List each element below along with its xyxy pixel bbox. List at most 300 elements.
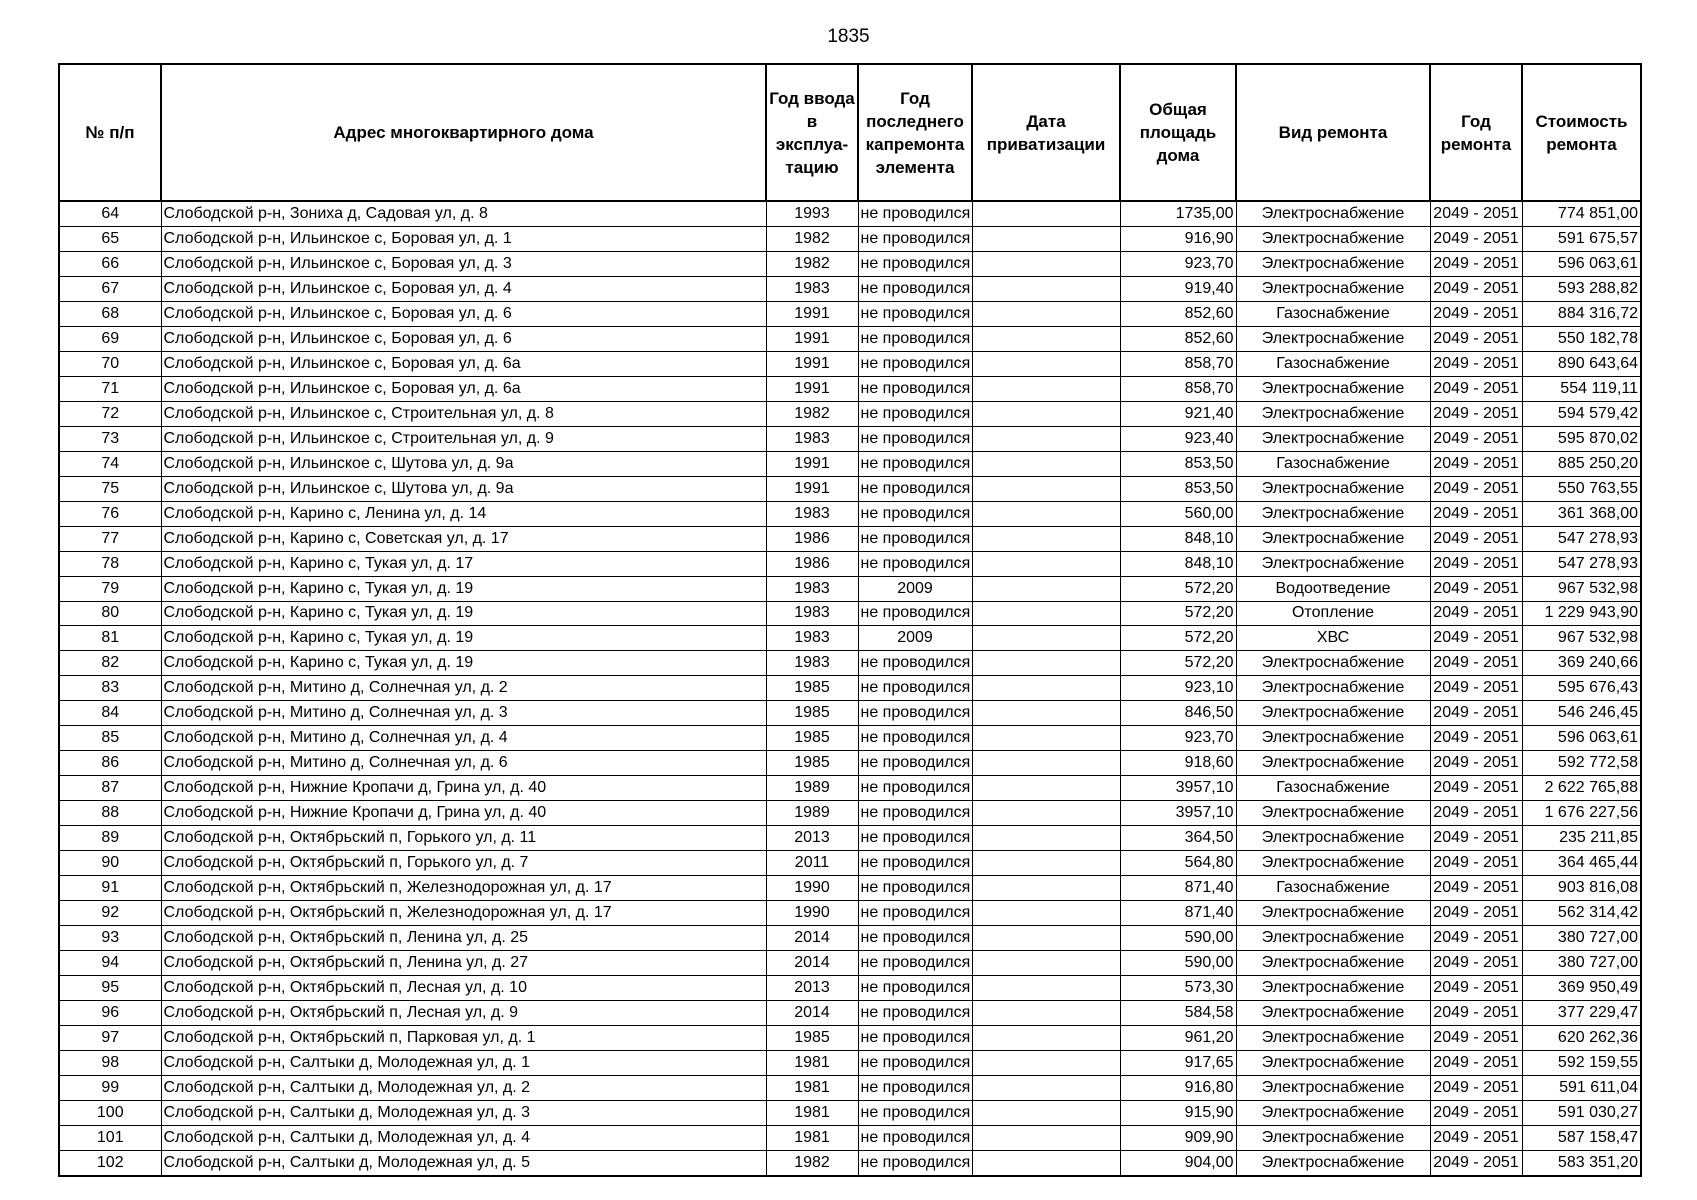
cell-last-capital-repair: не проводился (858, 901, 972, 926)
cell-num: 97 (59, 1025, 161, 1050)
cell-repair-cost: 774 851,00 (1522, 201, 1641, 226)
cell-num: 94 (59, 951, 161, 976)
cell-num: 77 (59, 526, 161, 551)
cell-repair-type: Электроснабжение (1236, 401, 1430, 426)
cell-last-capital-repair: не проводился (858, 351, 972, 376)
cell-year-built: 1983 (766, 626, 858, 651)
cell-num: 93 (59, 926, 161, 951)
table-row (59, 701, 1641, 726)
cell-year-built: 1982 (766, 401, 858, 426)
cell-repair-cost: 596 063,61 (1522, 251, 1641, 276)
table-row (59, 601, 1641, 626)
cell-repair-year: 2049 - 2051 (1430, 401, 1522, 426)
cell-repair-year: 2049 - 2051 (1430, 301, 1522, 326)
cell-address: Слободской р-н, Митино д, Солнечная ул, д. 6 (161, 751, 766, 776)
cell-total-area: 961,20 (1120, 1025, 1236, 1050)
cell-repair-cost: 380 727,00 (1522, 951, 1641, 976)
cell-repair-type: Электроснабжение (1236, 801, 1430, 826)
cell-address: Слободской р-н, Салтыки д, Молодежная ул, д. 5 (161, 1150, 766, 1175)
header-last-capital-repair: Год последнего капремонта элемента (858, 64, 972, 201)
cell-privatization-date (972, 501, 1120, 526)
cell-year-built: 1982 (766, 1150, 858, 1175)
header-privatization-date: Дата приватизации (972, 64, 1120, 201)
cell-num: 82 (59, 651, 161, 676)
cell-last-capital-repair: не проводился (858, 201, 972, 226)
cell-repair-cost: 587 158,47 (1522, 1125, 1641, 1150)
cell-repair-type: Электроснабжение (1236, 701, 1430, 726)
cell-repair-year: 2049 - 2051 (1430, 226, 1522, 251)
cell-address: Слободской р-н, Зониха д, Садовая ул, д. 8 (161, 201, 766, 226)
cell-total-area: 909,90 (1120, 1125, 1236, 1150)
cell-total-area: 590,00 (1120, 951, 1236, 976)
cell-year-built: 1991 (766, 301, 858, 326)
cell-repair-year: 2049 - 2051 (1430, 551, 1522, 576)
table-row (59, 901, 1641, 926)
table-row (59, 501, 1641, 526)
cell-repair-cost: 1 229 943,90 (1522, 601, 1641, 626)
cell-repair-type: Электроснабжение (1236, 751, 1430, 776)
cell-total-area: 923,70 (1120, 251, 1236, 276)
cell-privatization-date (972, 626, 1120, 651)
cell-last-capital-repair: не проводился (858, 1075, 972, 1100)
cell-address: Слободской р-н, Октябрьский п, Железнодорожная ул, д. 17 (161, 876, 766, 901)
cell-total-area: 904,00 (1120, 1150, 1236, 1175)
table-row (59, 276, 1641, 301)
table-row (59, 1125, 1641, 1150)
cell-address: Слободской р-н, Октябрьский п, Ленина ул, д. 25 (161, 926, 766, 951)
cell-year-built: 1993 (766, 201, 858, 226)
cell-address: Слободской р-н, Ильинское с, Боровая ул, д. 6 (161, 326, 766, 351)
cell-privatization-date (972, 1050, 1120, 1075)
table-row (59, 926, 1641, 951)
cell-num: 102 (59, 1150, 161, 1175)
cell-address: Слободской р-н, Ильинское с, Строительная ул, д. 8 (161, 401, 766, 426)
cell-repair-year: 2049 - 2051 (1430, 801, 1522, 826)
cell-repair-type: Электроснабжение (1236, 726, 1430, 751)
cell-year-built: 1983 (766, 276, 858, 301)
cell-repair-type: Электроснабжение (1236, 901, 1430, 926)
cell-repair-cost: 369 950,49 (1522, 976, 1641, 1001)
cell-year-built: 1985 (766, 751, 858, 776)
cell-repair-year: 2049 - 2051 (1430, 576, 1522, 601)
cell-repair-cost: 554 119,11 (1522, 376, 1641, 401)
table-row (59, 326, 1641, 351)
cell-repair-year: 2049 - 2051 (1430, 901, 1522, 926)
cell-repair-cost: 903 816,08 (1522, 876, 1641, 901)
cell-repair-cost: 369 240,66 (1522, 651, 1641, 676)
cell-repair-year: 2049 - 2051 (1430, 651, 1522, 676)
cell-privatization-date (972, 1150, 1120, 1175)
cell-num: 84 (59, 701, 161, 726)
cell-total-area: 853,50 (1120, 451, 1236, 476)
table-row (59, 726, 1641, 751)
table-row (59, 476, 1641, 501)
cell-total-area: 584,58 (1120, 1001, 1236, 1026)
cell-repair-year: 2049 - 2051 (1430, 451, 1522, 476)
cell-address: Слободской р-н, Ильинское с, Боровая ул, д. 4 (161, 276, 766, 301)
cell-repair-cost: 583 351,20 (1522, 1150, 1641, 1175)
cell-repair-type: Электроснабжение (1236, 1025, 1430, 1050)
cell-last-capital-repair: не проводился (858, 876, 972, 901)
cell-repair-year: 2049 - 2051 (1430, 951, 1522, 976)
cell-repair-cost: 593 288,82 (1522, 276, 1641, 301)
cell-total-area: 3957,10 (1120, 776, 1236, 801)
table-row (59, 976, 1641, 1001)
cell-privatization-date (972, 1125, 1120, 1150)
cell-repair-type: Водоотведение (1236, 576, 1430, 601)
cell-num: 85 (59, 726, 161, 751)
cell-total-area: 916,90 (1120, 226, 1236, 251)
cell-privatization-date (972, 451, 1120, 476)
cell-repair-year: 2049 - 2051 (1430, 1100, 1522, 1125)
cell-privatization-date (972, 751, 1120, 776)
cell-address: Слободской р-н, Ильинское с, Боровая ул, д. 1 (161, 226, 766, 251)
cell-privatization-date (972, 1075, 1120, 1100)
table-row (59, 676, 1641, 701)
cell-repair-year: 2049 - 2051 (1430, 1075, 1522, 1100)
header-address: Адрес многоквартирного дома (161, 64, 766, 201)
cell-repair-cost: 547 278,93 (1522, 526, 1641, 551)
cell-repair-type: Электроснабжение (1236, 651, 1430, 676)
cell-last-capital-repair: не проводился (858, 601, 972, 626)
cell-repair-year: 2049 - 2051 (1430, 751, 1522, 776)
cell-last-capital-repair: не проводился (858, 751, 972, 776)
cell-total-area: 848,10 (1120, 551, 1236, 576)
cell-privatization-date (972, 301, 1120, 326)
cell-repair-year: 2049 - 2051 (1430, 876, 1522, 901)
cell-repair-year: 2049 - 2051 (1430, 476, 1522, 501)
cell-repair-cost: 235 211,85 (1522, 826, 1641, 851)
cell-year-built: 2014 (766, 926, 858, 951)
cell-year-built: 2014 (766, 951, 858, 976)
cell-privatization-date (972, 776, 1120, 801)
cell-last-capital-repair: не проводился (858, 226, 972, 251)
cell-repair-cost: 592 772,58 (1522, 751, 1641, 776)
cell-privatization-date (972, 1100, 1120, 1125)
table-row (59, 801, 1641, 826)
cell-repair-cost: 967 532,98 (1522, 626, 1641, 651)
table-row (59, 551, 1641, 576)
cell-last-capital-repair: не проводился (858, 401, 972, 426)
cell-repair-cost: 596 063,61 (1522, 726, 1641, 751)
cell-repair-type: Электроснабжение (1236, 476, 1430, 501)
cell-repair-year: 2049 - 2051 (1430, 826, 1522, 851)
cell-repair-cost: 967 532,98 (1522, 576, 1641, 601)
cell-year-built: 1989 (766, 776, 858, 801)
cell-repair-type: Электроснабжение (1236, 326, 1430, 351)
cell-last-capital-repair: не проводился (858, 1001, 972, 1026)
cell-total-area: 871,40 (1120, 901, 1236, 926)
cell-privatization-date (972, 401, 1120, 426)
cell-total-area: 572,20 (1120, 576, 1236, 601)
cell-num: 64 (59, 201, 161, 226)
cell-repair-type: Электроснабжение (1236, 1150, 1430, 1175)
cell-num: 96 (59, 1001, 161, 1026)
cell-privatization-date (972, 1025, 1120, 1050)
table-row (59, 451, 1641, 476)
cell-total-area: 3957,10 (1120, 801, 1236, 826)
cell-address: Слободской р-н, Октябрьский п, Горького ул, д. 11 (161, 826, 766, 851)
cell-year-built: 1990 (766, 876, 858, 901)
cell-privatization-date (972, 976, 1120, 1001)
cell-privatization-date (972, 726, 1120, 751)
cell-address: Слободской р-н, Салтыки д, Молодежная ул, д. 3 (161, 1100, 766, 1125)
cell-last-capital-repair: не проводился (858, 926, 972, 951)
cell-total-area: 564,80 (1120, 851, 1236, 876)
cell-repair-cost: 620 262,36 (1522, 1025, 1641, 1050)
cell-repair-year: 2049 - 2051 (1430, 976, 1522, 1001)
cell-privatization-date (972, 526, 1120, 551)
repair-registry-table (58, 63, 1642, 1177)
cell-total-area: 848,10 (1120, 526, 1236, 551)
cell-repair-cost: 2 622 765,88 (1522, 776, 1641, 801)
cell-total-area: 572,20 (1120, 626, 1236, 651)
cell-privatization-date (972, 276, 1120, 301)
cell-repair-type: Электроснабжение (1236, 551, 1430, 576)
cell-num: 74 (59, 451, 161, 476)
cell-year-built: 1985 (766, 1025, 858, 1050)
cell-num: 91 (59, 876, 161, 901)
cell-last-capital-repair: не проводился (858, 726, 972, 751)
table-row (59, 876, 1641, 901)
table-row (59, 376, 1641, 401)
cell-privatization-date (972, 601, 1120, 626)
cell-num: 72 (59, 401, 161, 426)
cell-total-area: 1735,00 (1120, 201, 1236, 226)
cell-address: Слободской р-н, Карино с, Тукая ул, д. 19 (161, 576, 766, 601)
table-row (59, 226, 1641, 251)
cell-num: 71 (59, 376, 161, 401)
cell-last-capital-repair: не проводился (858, 1025, 972, 1050)
cell-year-built: 1983 (766, 601, 858, 626)
cell-repair-type: Электроснабжение (1236, 501, 1430, 526)
cell-address: Слободской р-н, Карино с, Тукая ул, д. 19 (161, 651, 766, 676)
cell-repair-type: Электроснабжение (1236, 526, 1430, 551)
cell-last-capital-repair: не проводился (858, 476, 972, 501)
cell-address: Слободской р-н, Ильинское с, Шутова ул, д. 9а (161, 451, 766, 476)
cell-total-area: 853,50 (1120, 476, 1236, 501)
cell-repair-year: 2049 - 2051 (1430, 426, 1522, 451)
cell-num: 98 (59, 1050, 161, 1075)
cell-repair-cost: 364 465,44 (1522, 851, 1641, 876)
cell-last-capital-repair: не проводился (858, 1150, 972, 1175)
table-row (59, 751, 1641, 776)
cell-repair-cost: 591 611,04 (1522, 1075, 1641, 1100)
table-row (59, 251, 1641, 276)
cell-repair-year: 2049 - 2051 (1430, 201, 1522, 226)
table-row (59, 1050, 1641, 1075)
cell-repair-cost: 591 675,57 (1522, 226, 1641, 251)
cell-total-area: 923,40 (1120, 426, 1236, 451)
cell-repair-cost: 1 676 227,56 (1522, 801, 1641, 826)
cell-last-capital-repair: не проводился (858, 326, 972, 351)
cell-num: 88 (59, 801, 161, 826)
cell-num: 83 (59, 676, 161, 701)
cell-repair-year: 2049 - 2051 (1430, 351, 1522, 376)
cell-repair-cost: 890 643,64 (1522, 351, 1641, 376)
cell-year-built: 1983 (766, 651, 858, 676)
cell-total-area: 919,40 (1120, 276, 1236, 301)
cell-address: Слободской р-н, Карино с, Тукая ул, д. 19 (161, 626, 766, 651)
cell-privatization-date (972, 201, 1120, 226)
cell-last-capital-repair: не проводился (858, 776, 972, 801)
cell-repair-type: Газоснабжение (1236, 351, 1430, 376)
cell-repair-cost: 592 159,55 (1522, 1050, 1641, 1075)
cell-address: Слободской р-н, Карино с, Советская ул, д. 17 (161, 526, 766, 551)
cell-total-area: 590,00 (1120, 926, 1236, 951)
cell-last-capital-repair: не проводился (858, 701, 972, 726)
cell-last-capital-repair: не проводился (858, 1100, 972, 1125)
cell-repair-year: 2049 - 2051 (1430, 1025, 1522, 1050)
table-header (59, 64, 1641, 201)
cell-address: Слободской р-н, Ильинское с, Строительная ул, д. 9 (161, 426, 766, 451)
page-number: 1835 (827, 26, 870, 47)
cell-address: Слободской р-н, Октябрьский п, Лесная ул, д. 10 (161, 976, 766, 1001)
cell-num: 65 (59, 226, 161, 251)
cell-repair-cost: 377 229,47 (1522, 1001, 1641, 1026)
cell-repair-year: 2049 - 2051 (1430, 701, 1522, 726)
cell-num: 66 (59, 251, 161, 276)
cell-repair-cost: 562 314,42 (1522, 901, 1641, 926)
cell-address: Слободской р-н, Октябрьский п, Горького ул, д. 7 (161, 851, 766, 876)
cell-total-area: 915,90 (1120, 1100, 1236, 1125)
cell-repair-type: Электроснабжение (1236, 1125, 1430, 1150)
cell-total-area: 916,80 (1120, 1075, 1236, 1100)
cell-repair-year: 2049 - 2051 (1430, 601, 1522, 626)
cell-year-built: 1983 (766, 576, 858, 601)
cell-address: Слободской р-н, Ильинское с, Шутова ул, д. 9а (161, 476, 766, 501)
cell-year-built: 1991 (766, 376, 858, 401)
cell-total-area: 858,70 (1120, 351, 1236, 376)
cell-repair-year: 2049 - 2051 (1430, 851, 1522, 876)
cell-year-built: 1986 (766, 526, 858, 551)
cell-num: 86 (59, 751, 161, 776)
cell-num: 80 (59, 601, 161, 626)
cell-address: Слободской р-н, Карино с, Тукая ул, д. 17 (161, 551, 766, 576)
cell-privatization-date (972, 476, 1120, 501)
cell-last-capital-repair: не проводился (858, 801, 972, 826)
cell-last-capital-repair: не проводился (858, 376, 972, 401)
cell-year-built: 1989 (766, 801, 858, 826)
cell-last-capital-repair: не проводился (858, 1050, 972, 1075)
cell-last-capital-repair: не проводился (858, 826, 972, 851)
cell-privatization-date (972, 901, 1120, 926)
cell-privatization-date (972, 951, 1120, 976)
cell-num: 90 (59, 851, 161, 876)
cell-last-capital-repair: не проводился (858, 276, 972, 301)
cell-repair-year: 2049 - 2051 (1430, 676, 1522, 701)
cell-repair-type: Электроснабжение (1236, 276, 1430, 301)
cell-total-area: 923,10 (1120, 676, 1236, 701)
cell-privatization-date (972, 676, 1120, 701)
header-num: № п/п (59, 64, 161, 201)
table-row (59, 1025, 1641, 1050)
cell-repair-type: Электроснабжение (1236, 226, 1430, 251)
header-repair-cost: Стоимость ремонта (1522, 64, 1641, 201)
cell-address: Слободской р-н, Митино д, Солнечная ул, д. 3 (161, 701, 766, 726)
table-row (59, 426, 1641, 451)
cell-num: 99 (59, 1075, 161, 1100)
cell-privatization-date (972, 1001, 1120, 1026)
cell-privatization-date (972, 851, 1120, 876)
cell-address: Слободской р-н, Салтыки д, Молодежная ул, д. 4 (161, 1125, 766, 1150)
cell-privatization-date (972, 326, 1120, 351)
cell-last-capital-repair: 2009 (858, 626, 972, 651)
cell-year-built: 1983 (766, 426, 858, 451)
cell-privatization-date (972, 576, 1120, 601)
cell-repair-type: Электроснабжение (1236, 926, 1430, 951)
cell-repair-cost: 591 030,27 (1522, 1100, 1641, 1125)
cell-repair-type: Электроснабжение (1236, 951, 1430, 976)
cell-last-capital-repair: не проводился (858, 526, 972, 551)
cell-repair-type: Электроснабжение (1236, 426, 1430, 451)
table-row (59, 301, 1641, 326)
cell-repair-year: 2049 - 2051 (1430, 251, 1522, 276)
cell-num: 67 (59, 276, 161, 301)
cell-repair-cost: 550 182,78 (1522, 326, 1641, 351)
cell-repair-year: 2049 - 2051 (1430, 776, 1522, 801)
cell-repair-type: Электроснабжение (1236, 1001, 1430, 1026)
table-row (59, 1001, 1641, 1026)
cell-num: 78 (59, 551, 161, 576)
cell-repair-year: 2049 - 2051 (1430, 526, 1522, 551)
cell-address: Слободской р-н, Нижние Кропачи д, Грина ул, д. 40 (161, 801, 766, 826)
cell-repair-year: 2049 - 2051 (1430, 1150, 1522, 1175)
cell-repair-type: Электроснабжение (1236, 201, 1430, 226)
cell-num: 76 (59, 501, 161, 526)
cell-address: Слободской р-н, Митино д, Солнечная ул, д. 4 (161, 726, 766, 751)
cell-num: 75 (59, 476, 161, 501)
table-row (59, 351, 1641, 376)
cell-last-capital-repair: не проводился (858, 651, 972, 676)
cell-repair-type: Электроснабжение (1236, 376, 1430, 401)
cell-year-built: 1985 (766, 676, 858, 701)
cell-total-area: 572,20 (1120, 651, 1236, 676)
cell-repair-year: 2049 - 2051 (1430, 501, 1522, 526)
cell-repair-type: Газоснабжение (1236, 776, 1430, 801)
cell-repair-type: Отопление (1236, 601, 1430, 626)
cell-repair-cost: 546 246,45 (1522, 701, 1641, 726)
cell-privatization-date (972, 376, 1120, 401)
cell-repair-year: 2049 - 2051 (1430, 326, 1522, 351)
cell-last-capital-repair: не проводился (858, 1125, 972, 1150)
cell-last-capital-repair: не проводился (858, 951, 972, 976)
cell-repair-type: Газоснабжение (1236, 301, 1430, 326)
cell-repair-type: Газоснабжение (1236, 876, 1430, 901)
cell-address: Слободской р-н, Карино с, Ленина ул, д. 14 (161, 501, 766, 526)
cell-last-capital-repair: не проводился (858, 251, 972, 276)
table-row (59, 626, 1641, 651)
cell-num: 87 (59, 776, 161, 801)
cell-address: Слободской р-н, Ильинское с, Боровая ул, д. 6а (161, 376, 766, 401)
cell-address: Слободской р-н, Митино д, Солнечная ул, д. 2 (161, 676, 766, 701)
cell-num: 73 (59, 426, 161, 451)
cell-repair-year: 2049 - 2051 (1430, 726, 1522, 751)
header-repair-year: Год ремонта (1430, 64, 1522, 201)
cell-total-area: 871,40 (1120, 876, 1236, 901)
table-row (59, 1075, 1641, 1100)
cell-repair-year: 2049 - 2051 (1430, 926, 1522, 951)
table-row (59, 401, 1641, 426)
cell-last-capital-repair: не проводился (858, 676, 972, 701)
cell-repair-type: Газоснабжение (1236, 451, 1430, 476)
cell-privatization-date (972, 876, 1120, 901)
cell-num: 89 (59, 826, 161, 851)
table-row (59, 576, 1641, 601)
cell-last-capital-repair: не проводился (858, 451, 972, 476)
cell-num: 79 (59, 576, 161, 601)
table-row (59, 776, 1641, 801)
